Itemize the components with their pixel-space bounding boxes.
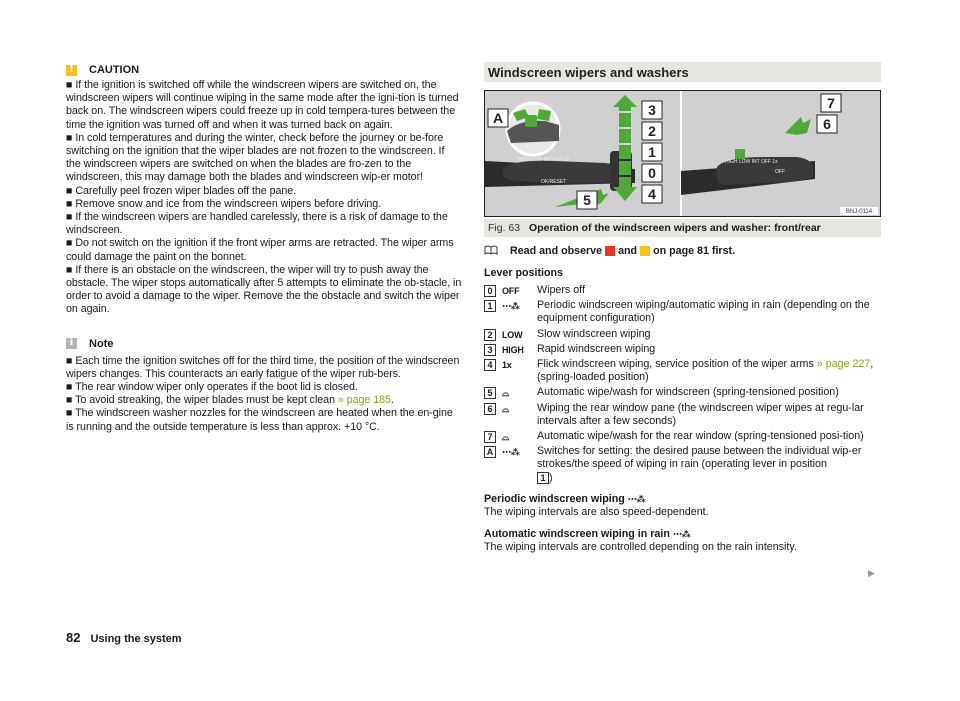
periodic-wiping-body: The wiping intervals are also speed-dependent. [484, 505, 709, 518]
note-body [66, 355, 462, 434]
lever-description-text: Flick windscreen wiping, service position of the wiper arms [537, 358, 814, 371]
warning-icon [66, 65, 77, 76]
position-key: 2 [484, 329, 496, 341]
interval-symbol-icon: ⋯⁂ [672, 529, 691, 540]
position-key: 0 [484, 285, 496, 297]
caution-item: ■ If the windscreen wipers are handled carelessly, there is a risk of damage to the windscreen. [66, 211, 448, 237]
footer-section-title: Using the system [90, 633, 182, 645]
lever-face-text-rear: HIGH LOW INT OFF 1x [725, 159, 778, 165]
lever-row [484, 328, 881, 341]
rear-wiper-symbol-icon: ⌓ [502, 403, 509, 414]
rain-wiping-body: The wiping intervals are controlled depending on the rain intensity. [484, 541, 797, 554]
lever-description-suffix: ) [549, 471, 553, 484]
read-and-observe [484, 244, 881, 258]
caution-item: ■ If the ignition is switched off while the windscreen wipers are switched on, the windscreen wipers will continue wiping in the same mode after the igni-tion is turned back on. The windscreen wipers could freeze up in cold tempera-tures between the time the ignition was turned off and when it was turned back on again. [66, 79, 459, 131]
lever-row [484, 358, 881, 384]
continue-arrow-icon: ▶ [868, 568, 875, 578]
page-link[interactable]: » page 185 [337, 394, 391, 407]
lever-description: Automatic wipe/wash for the rear window (spring-tensioned posi-tion) [537, 430, 864, 443]
interval-symbol-icon: ⋯⁂ [502, 301, 520, 312]
caution-body [66, 79, 462, 317]
position-key: 1 [484, 300, 496, 312]
book-icon [484, 245, 498, 258]
lever-row [484, 386, 881, 399]
lever-description-text: Switches for setting: the desired pause between the individual wip-er strokes/the speed of wiping in rain (operating lever in position [537, 445, 862, 471]
note-item-text: ■ To avoid streaking, the wiper blades must be kept clean [66, 394, 338, 407]
lever-row [484, 284, 881, 297]
periodic-wiping-title: Periodic windscreen wiping [484, 492, 625, 505]
position-label: 0 [648, 165, 656, 181]
lever-description: Wiping the rear window pane (the windscreen wiper wipes at regu-lar intervals after a few seconds) [537, 401, 864, 427]
figure-caption-text: Operation of the windscreen wipers and washer: front/rear [529, 222, 821, 234]
lever-face-text: HIGH LOW INT OFF 1x [517, 157, 570, 163]
figure-code: BNJ-0114 [845, 209, 873, 215]
position-label: 6 [823, 116, 831, 132]
lever-description: Periodic windscreen wiping/automatic wiping in rain (depending on the equipment configuration) [537, 299, 870, 325]
note-item: ■ Each time the ignition switches off for the third time, the position of the windscreen wipers changes. This counteracts an early fatigue of the wiper rub-bers. [66, 354, 460, 380]
figure-number: Fig. 63 [488, 222, 521, 234]
off-symbol-icon: OFF [502, 286, 520, 296]
note-item [66, 394, 462, 407]
position-key: A [484, 446, 496, 458]
position-key: 4 [484, 359, 496, 371]
figure-caption [484, 219, 881, 237]
lever-description: Rapid windscreen wiping [537, 342, 656, 355]
wiper-lever-illustration [485, 91, 880, 216]
position-label: 4 [648, 186, 656, 202]
read-text-mid: and [618, 245, 638, 257]
position-label: 5 [583, 192, 591, 208]
note-item: ■ The rear window wiper only operates if the boot lid is closed. [66, 381, 358, 394]
position-label: 3 [648, 102, 656, 118]
left-column [66, 63, 462, 434]
lever-row [484, 299, 881, 325]
right-column [484, 62, 881, 554]
rain-wiping-title: Automatic windscreen wiping in rain [484, 528, 670, 541]
page-link[interactable]: » page 227 [816, 358, 871, 371]
lever-description [537, 358, 881, 384]
read-text-pre: Read and observe [510, 245, 603, 257]
position-key: 5 [484, 387, 496, 399]
figure-wiper-lever [484, 90, 881, 217]
yellow-warning-icon[interactable] [640, 246, 650, 256]
page-footer [66, 630, 182, 645]
caution-item: ■ Remove snow and ice from the windscreen wipers before driving. [66, 197, 382, 210]
caution-label: CAUTION [89, 64, 140, 76]
washer-symbol-icon: ⌓ [502, 388, 509, 399]
position-key: 6 [484, 403, 496, 415]
caution-heading [66, 63, 462, 77]
read-text-post: on page 81 first. [653, 245, 736, 257]
interval-symbol-icon: ⋯⁂ [627, 493, 646, 504]
reset-text: OK/RESET [541, 179, 567, 185]
position-label: 7 [827, 95, 835, 111]
note-item-suffix: . [390, 394, 394, 407]
lever-description: Slow windscreen wiping [537, 327, 651, 340]
lever-description [537, 445, 881, 485]
position-label: 2 [648, 123, 656, 139]
position-key: 7 [484, 431, 496, 443]
red-warning-icon[interactable] [605, 246, 615, 256]
caution-item: ■ If there is an obstacle on the windscreen, the wiper will try to push away the obstacle. The wiper stops automatically after 5 attempts to eliminate the ob-stacle, in order to avoid a damage to the wiper. Remove the the obstacle and switch the wiper on again. [66, 263, 462, 316]
position-label: 1 [648, 144, 656, 160]
caution-item: ■ Do not switch on the ignition if the front wiper arms are retracted. The wiper arms could damage the paint on the bonnet. [66, 237, 454, 263]
lever-row [484, 402, 881, 428]
lever-row [484, 445, 881, 485]
flick-symbol-icon: 1x [502, 360, 512, 371]
lever-description-suffix: , (spring-loaded position) [537, 358, 874, 384]
lever-description: Automatic wipe/wash for windscreen (spring-tensioned position) [537, 386, 839, 399]
interval-symbol-icon: ⋯⁂ [502, 447, 520, 458]
lever-row [484, 430, 881, 443]
position-key: 1 [537, 472, 549, 484]
note-label: Note [89, 337, 114, 350]
info-icon [66, 338, 77, 349]
rain-wiping-heading [484, 528, 881, 541]
caution-item: ■ In cold temperatures and during the winter, check before the journey or be-fore switching on the ignition that the wiper blades are not frozen to the windscreen. If the windscreen wipers are switched on when the blades are fro-zen to the windscreen, this may damage both the blades and windscreen wip-er motor! [66, 131, 445, 184]
lever-list [484, 284, 881, 485]
periodic-wiping-heading [484, 493, 881, 506]
label-a: A [492, 110, 504, 126]
page-number: 82 [66, 630, 81, 645]
lever-description: Wipers off [537, 284, 585, 296]
caution-item: ■ Carefully peel frozen wiper blades off the pane. [66, 184, 297, 197]
off-text: OFF [775, 169, 785, 175]
rear-washer-symbol-icon: ⌓ [502, 432, 509, 443]
position-key: 3 [484, 344, 496, 356]
lever-row [484, 343, 881, 356]
section-title: Windscreen wipers and washers [484, 62, 881, 82]
lever-positions-title: Lever positions [484, 267, 563, 279]
note-heading [66, 337, 462, 351]
note-item: ■ The windscreen washer nozzles for the windscreen are heated when the en-gine is running and the outside temperature is less than approx. +10 °C. [66, 407, 453, 433]
high-symbol-icon: HIGH [502, 344, 524, 355]
low-symbol-icon: LOW [502, 329, 523, 340]
